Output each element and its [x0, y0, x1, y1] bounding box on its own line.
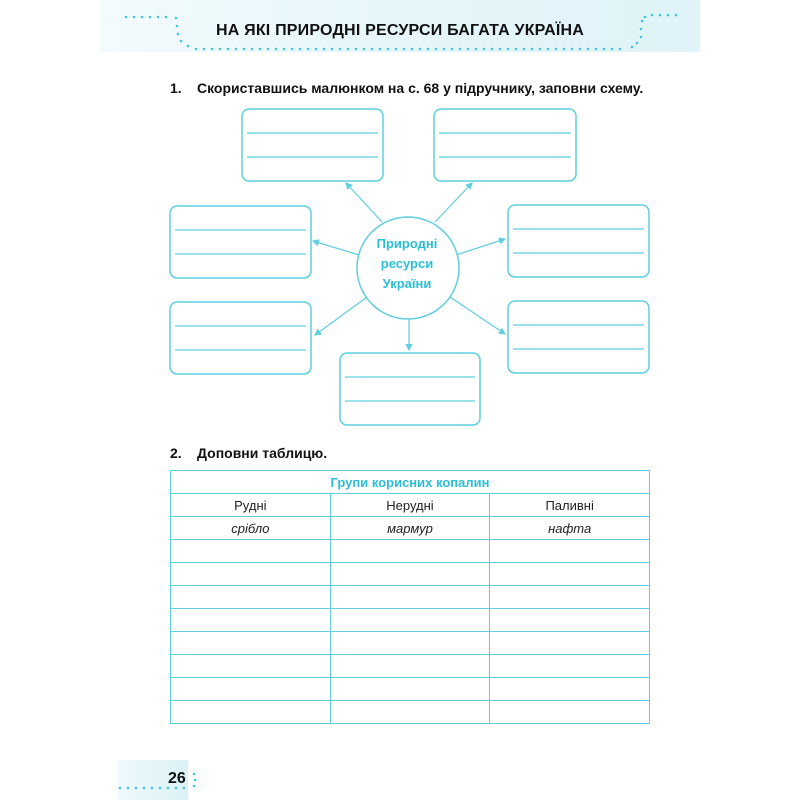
center-label-line: Природні: [376, 236, 438, 251]
answer-cell[interactable]: [330, 678, 490, 701]
answer-cell[interactable]: [171, 563, 331, 586]
box-bottom-right[interactable]: [508, 301, 649, 373]
decor-dot: [193, 773, 196, 776]
table-empty-row: [171, 609, 650, 632]
answer-cell[interactable]: [490, 609, 650, 632]
task-2: [170, 445, 470, 465]
box-top-left[interactable]: [242, 109, 383, 181]
center-label: [357, 234, 457, 294]
box-middle-right[interactable]: [508, 205, 649, 277]
answer-cell[interactable]: [330, 609, 490, 632]
decor-dot: [143, 787, 146, 790]
answer-cell[interactable]: [330, 632, 490, 655]
table-empty-row: [171, 563, 650, 586]
table-empty-row: [171, 701, 650, 724]
center-label-line: України: [382, 276, 432, 291]
page-title: НА ЯКІ ПРИРОДНІ РЕСУРСИ БАГАТА УКРАЇНА: [215, 22, 585, 39]
arrow-to-middle-left: [313, 241, 359, 255]
table-empty-row: [171, 655, 650, 678]
decor-dot: [159, 787, 162, 790]
answer-cell[interactable]: [330, 540, 490, 563]
decor-dot: [194, 779, 197, 782]
page-number: 26: [168, 770, 186, 787]
table-example-row: [171, 517, 650, 540]
answer-cell[interactable]: [490, 632, 650, 655]
task-2-instruction: Доповни таблицю.: [197, 445, 328, 461]
column-header-nonmetallic: Нерудні: [330, 494, 490, 517]
box-bottom-center[interactable]: [340, 353, 480, 425]
column-header-fuel: Паливні: [490, 494, 650, 517]
answer-cell[interactable]: [490, 586, 650, 609]
answer-cell[interactable]: [330, 563, 490, 586]
answer-cell[interactable]: [171, 540, 331, 563]
decor-dot: [135, 787, 138, 790]
answer-cell[interactable]: [171, 609, 331, 632]
table-group-header: Групи корисних копалин: [171, 471, 650, 494]
example-cell: нафта: [490, 517, 650, 540]
table-empty-row: [171, 678, 650, 701]
task-1-number: 1.: [170, 80, 182, 96]
task-1-instruction: Скориставшись малюнком на с. 68 у підручнику, заповни схему.: [197, 80, 644, 96]
example-cell: мармур: [330, 517, 490, 540]
arrow-to-bottom-right: [450, 297, 505, 334]
decor-dot: [119, 787, 122, 790]
table-empty-row: [171, 586, 650, 609]
answer-cell[interactable]: [171, 701, 331, 724]
table-group-header-row: [171, 471, 650, 494]
arrow-to-middle-right: [456, 239, 505, 255]
column-header-ore: Рудні: [171, 494, 331, 517]
arrow-to-bottom-left: [315, 297, 367, 335]
answer-cell[interactable]: [490, 678, 650, 701]
table-empty-row: [171, 540, 650, 563]
answer-cell[interactable]: [330, 586, 490, 609]
footer-dotted-border: [0, 760, 220, 800]
answer-cell[interactable]: [171, 655, 331, 678]
arrow-to-top-left: [346, 183, 382, 222]
arrow-to-top-right: [435, 183, 472, 222]
decor-dot: [193, 785, 196, 788]
box-top-right[interactable]: [434, 109, 576, 181]
answer-cell[interactable]: [490, 655, 650, 678]
answer-cell[interactable]: [490, 540, 650, 563]
answer-cell[interactable]: [330, 655, 490, 678]
answer-cell[interactable]: [171, 586, 331, 609]
decor-dot: [127, 787, 130, 790]
example-cell: срібло: [171, 517, 331, 540]
table-empty-row: [171, 632, 650, 655]
minerals-table: [170, 470, 650, 724]
task-2-number: 2.: [170, 445, 182, 461]
box-bottom-left[interactable]: [170, 302, 311, 374]
answer-cell[interactable]: [171, 678, 331, 701]
answer-cell[interactable]: [171, 632, 331, 655]
answer-cell[interactable]: [330, 701, 490, 724]
answer-cell[interactable]: [490, 701, 650, 724]
decor-dot: [151, 787, 154, 790]
table-column-header-row: [171, 494, 650, 517]
center-label-line: ресурси: [380, 256, 434, 271]
answer-cell[interactable]: [490, 563, 650, 586]
minerals-table-wrap: [170, 470, 650, 724]
box-middle-left[interactable]: [170, 206, 311, 278]
